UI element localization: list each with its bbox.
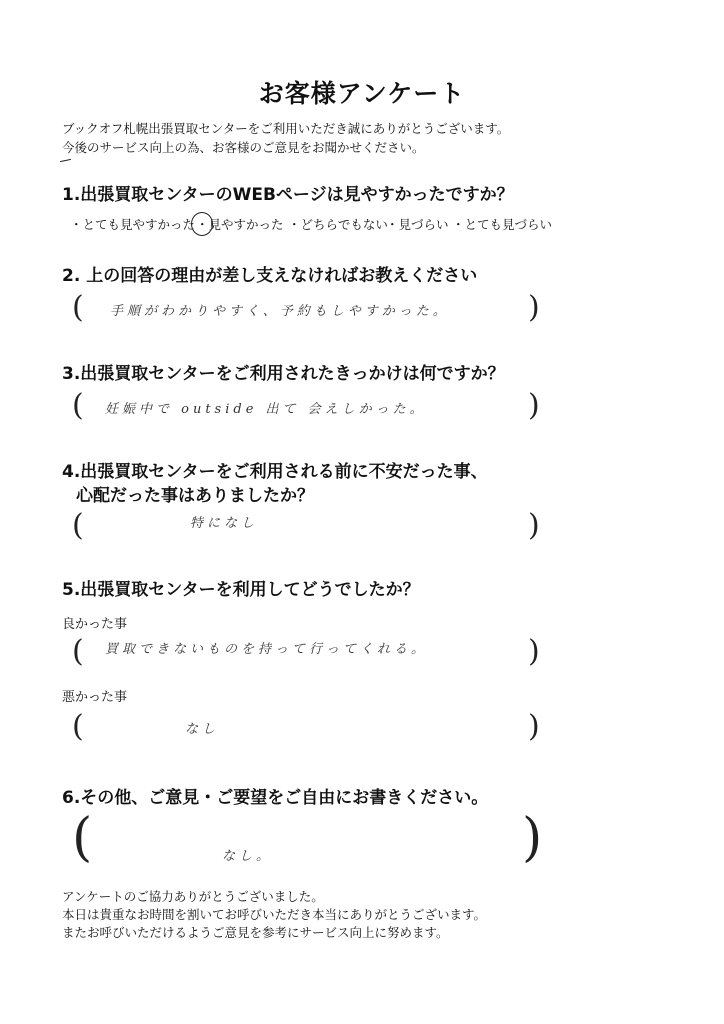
q5-good-close-bracket: ) (528, 634, 540, 669)
q2-open-bracket: ( (72, 290, 84, 325)
q3-open-bracket: ( (72, 388, 84, 423)
q6-handwritten-answer[interactable]: なし。 (222, 849, 274, 864)
outro-line-3: またお呼びいただけるようご意見を参考にサービス向上に努めます。 (62, 925, 449, 940)
q1-option-neutral[interactable]: ・どちらでもない (288, 217, 388, 232)
question-3: 3.出張買取センターをご利用されたきっかけは何ですか？ (62, 364, 505, 384)
q5-bad-handwritten-answer[interactable]: なし (185, 722, 220, 737)
q3-handwritten-answer[interactable]: 妊娠中で outside 出て 会えしかった。 (105, 402, 427, 417)
outro-line-1: アンケートのご協力ありがとうございました。 (62, 889, 324, 904)
question-5: 5.出張買取センターを利用してどうでしたか？ (62, 580, 420, 600)
selected-option-circle (191, 212, 213, 236)
question-4-line-2: 心配だった事はありましたか？ (76, 486, 314, 506)
stray-pen-mark (60, 159, 71, 162)
question-1: 1.出張買取センターのWEBページは見やすかったですか？ (62, 185, 514, 205)
q6-open-bracket: ( (72, 808, 93, 868)
question-2: 2. 上の回答の理由が差し支えなければお教えください (62, 266, 478, 286)
q5-bad-close-bracket: ) (528, 709, 540, 744)
intro-line-1: ブックオフ札幌出張買取センターをご利用いただき誠にありがとうございます。 (62, 121, 510, 136)
outro-line-2: 本日は貴重なお時間を割いてお呼びいただき本当にありがとうございます。 (62, 907, 487, 922)
q4-close-bracket: ) (528, 508, 540, 543)
q5-bad-label: 悪かった事 (62, 690, 128, 705)
q2-handwritten-answer[interactable]: 手順がわかりやすく、予約もしやすかった。 (110, 304, 450, 319)
q5-good-open-bracket: ( (72, 634, 84, 669)
question-6: 6.その他、ご意見・ご要望をご自由にお書きください。 (62, 788, 489, 808)
q1-option-very-easy[interactable]: ・とても見やすかった (70, 217, 196, 232)
q5-good-label: 良かった事 (62, 617, 128, 632)
q4-open-bracket: ( (72, 508, 84, 543)
q5-bad-open-bracket: ( (72, 709, 84, 744)
q4-handwritten-answer[interactable]: 特になし (190, 516, 259, 531)
q6-close-bracket: ) (522, 808, 543, 868)
q2-close-bracket: ) (528, 290, 540, 325)
q1-option-very-hard[interactable]: ・とても見づらい (452, 217, 553, 232)
question-4-line-1: 4.出張買取センターをご利用される前に不安だった事、 (62, 462, 488, 482)
page-title: お客様アンケート (258, 79, 466, 108)
q1-option-easy[interactable]: ・見やすかった (196, 217, 284, 232)
q5-good-handwritten-answer[interactable]: 買取できないものを持って行ってくれる。 (105, 642, 429, 657)
q1-option-hard[interactable]: ・見づらい (386, 217, 449, 232)
intro-line-2: 今後のサービス向上の為、お客様のご意見をお聞かせください。 (62, 140, 425, 155)
q3-close-bracket: ) (528, 388, 540, 423)
